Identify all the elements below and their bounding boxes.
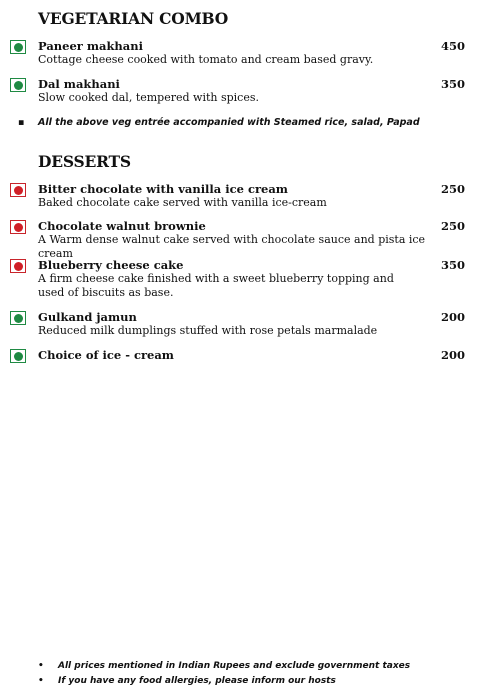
item-price: 450 [440,39,465,53]
item-price: 350 [440,77,465,91]
item-price: 250 [440,219,465,233]
item-name: Gulkand jamun [38,310,137,324]
veg-marker-icon [10,40,26,54]
veg-marker-icon [10,311,26,325]
item-price: 350 [440,258,465,272]
round-bullet-icon: • [38,661,44,671]
item-name: Dal makhani [38,77,120,91]
nonveg-marker-icon [10,220,26,234]
item-description: A Warm dense walnut cake served with chocolate sauce and pista ice cream [38,233,426,260]
round-bullet-icon: • [38,676,44,686]
item-name: Choice of ice - cream [38,348,174,362]
item-description: Slow cooked dal, tempered with spices. [38,91,259,104]
item-price: 200 [440,310,465,324]
item-price: 200 [440,348,465,362]
accompaniment-note [18,117,420,128]
item-name: Chocolate walnut brownie [38,219,206,233]
item-name: Paneer makhani [38,39,143,53]
footer-note-allergies [38,676,336,686]
footer-note-text: If you have any food allergies, please inform our hosts [58,676,336,686]
section-title-vegetarian-combo: VEGETARIAN COMBO [38,9,229,28]
item-description: Reduced milk dumplings stuffed with rose petals marmalade [38,324,378,337]
item-description: Baked chocolate cake served with vanilla ice-cream [38,196,327,209]
footer-note-prices [38,661,410,671]
item-description: A firm cheese cake finished with a sweet blueberry topping and used of biscuits as base. [38,272,394,299]
item-price: 250 [440,182,465,196]
square-bullet-icon: ▪ [18,117,25,128]
nonveg-marker-icon [10,259,26,273]
section-title-desserts: DESSERTS [38,152,131,171]
item-name: Blueberry cheese cake [38,258,184,272]
item-description: Cottage cheese cooked with tomato and cream based gravy. [38,53,374,66]
veg-marker-icon [10,349,26,363]
item-name: Bitter chocolate with vanilla ice cream [38,182,288,196]
footer-note-text: All prices mentioned in Indian Rupees and exclude government taxes [58,661,411,671]
nonveg-marker-icon [10,183,26,197]
veg-marker-icon [10,78,26,92]
note-text: All the above veg entrée accompanied with Steamed rice, salad, Papad [38,117,420,128]
